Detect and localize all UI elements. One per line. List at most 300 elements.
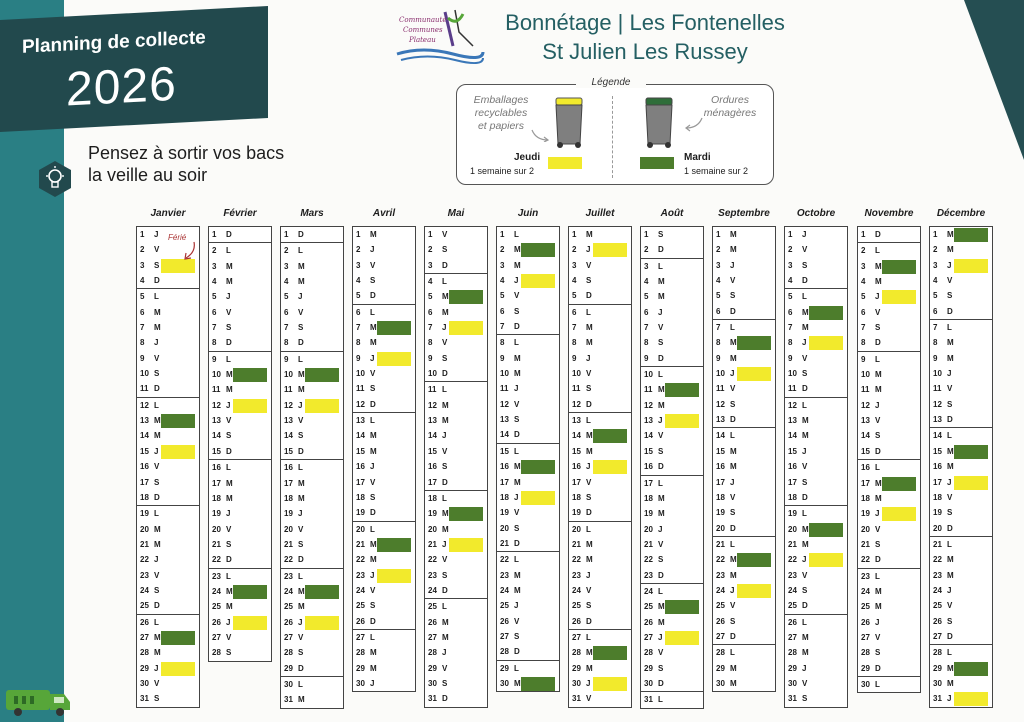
waste-label-line: Ordures — [711, 94, 749, 106]
day-number: 4 — [572, 276, 577, 286]
weekday-letter: L — [226, 463, 231, 473]
day-row — [353, 583, 415, 598]
day-number: 26 — [716, 616, 725, 626]
day-number: 4 — [284, 277, 289, 287]
day-row — [641, 289, 703, 304]
day-number: 28 — [284, 648, 293, 658]
waste-collection-mark — [809, 306, 843, 320]
day-row — [858, 428, 920, 443]
month-name: Septembre — [718, 208, 770, 219]
recycle-collection-mark — [737, 584, 771, 598]
day-row — [785, 506, 847, 521]
day-row — [785, 583, 847, 598]
day-number: 23 — [284, 571, 293, 581]
day-row — [641, 398, 703, 413]
day-number: 21 — [861, 539, 870, 549]
weekday-letter: M — [442, 524, 449, 534]
day-row — [209, 243, 271, 258]
day-number: 14 — [716, 431, 725, 441]
day-number: 27 — [861, 632, 870, 642]
day-row — [713, 335, 775, 350]
day-number: 5 — [284, 292, 289, 302]
day-row — [425, 506, 487, 521]
day-row — [785, 335, 847, 350]
day-row — [353, 444, 415, 459]
week-block — [280, 351, 344, 459]
day-number: 7 — [716, 323, 721, 333]
day-row — [713, 258, 775, 273]
weekday-letter: M — [947, 570, 954, 580]
day-number: 29 — [140, 663, 149, 673]
week-block — [929, 226, 993, 319]
day-number: 20 — [212, 524, 221, 534]
day-number: 1 — [933, 230, 938, 239]
day-row — [930, 351, 992, 366]
day-number: 6 — [140, 307, 145, 317]
day-row — [569, 505, 631, 520]
month-name: Août — [660, 208, 684, 219]
day-number: 8 — [716, 338, 721, 348]
day-number: 6 — [572, 307, 577, 317]
day-row — [281, 476, 343, 491]
day-number: 18 — [356, 492, 365, 502]
day-number: 23 — [716, 570, 725, 580]
weekday-letter: M — [442, 400, 449, 410]
day-row — [353, 459, 415, 474]
day-row — [209, 289, 271, 304]
day-row — [353, 227, 415, 242]
week-block — [712, 644, 776, 692]
day-number: 21 — [716, 539, 725, 549]
day-number: 4 — [428, 277, 433, 287]
weekday-letter: M — [947, 462, 954, 472]
day-number: 19 — [356, 508, 365, 518]
day-row — [281, 537, 343, 552]
day-row — [425, 335, 487, 350]
weekday-letter: M — [298, 277, 305, 287]
day-row — [497, 676, 559, 691]
day-number: 7 — [644, 323, 649, 333]
day-number: 7 — [572, 323, 577, 333]
day-number: 30 — [428, 678, 437, 688]
weekday-letter: L — [370, 307, 375, 317]
weekday-letter: M — [658, 385, 665, 395]
day-row — [713, 459, 775, 474]
day-number: 10 — [212, 370, 221, 380]
day-row — [425, 382, 487, 397]
recycle-collection-mark — [161, 662, 195, 676]
day-row — [281, 522, 343, 537]
day-number: 1 — [644, 230, 649, 239]
weekday-letter: V — [875, 632, 881, 642]
weekday-letter: M — [154, 524, 161, 534]
day-row — [425, 305, 487, 320]
day-number: 24 — [861, 586, 870, 596]
day-row — [641, 444, 703, 459]
weekday-letter: D — [226, 230, 232, 239]
day-row — [785, 490, 847, 505]
week-block — [784, 288, 848, 396]
weekday-letter: M — [947, 678, 954, 688]
weekday-letter: M — [226, 370, 233, 380]
day-row — [785, 289, 847, 304]
day-number: 22 — [861, 555, 870, 565]
day-row — [281, 506, 343, 521]
day-number: 15 — [861, 446, 870, 456]
weekday-letter: L — [802, 400, 807, 410]
day-row — [569, 242, 631, 257]
weekday-letter: V — [298, 416, 304, 426]
day-row — [858, 398, 920, 413]
day-row — [281, 352, 343, 367]
day-row — [281, 491, 343, 506]
day-row — [137, 490, 199, 505]
weekday-letter: M — [514, 353, 521, 363]
day-number: 2 — [572, 245, 577, 255]
day-number: 14 — [933, 431, 942, 441]
week-block — [280, 676, 344, 709]
day-number: 27 — [572, 632, 581, 642]
day-row — [641, 584, 703, 599]
day-number: 5 — [572, 291, 577, 301]
day-number: 13 — [716, 415, 725, 425]
day-row — [930, 629, 992, 644]
weekday-letter: J — [730, 260, 735, 270]
day-row — [858, 243, 920, 258]
day-number: 19 — [933, 508, 942, 518]
day-row — [425, 428, 487, 443]
weekday-letter: M — [154, 648, 161, 658]
month-name: Novembre — [864, 208, 914, 219]
day-row — [353, 522, 415, 537]
day-row — [353, 505, 415, 520]
month-name: Janvier — [150, 208, 186, 219]
weekday-letter: V — [514, 399, 520, 409]
weekday-letter: S — [370, 492, 376, 502]
day-row — [137, 398, 199, 413]
weekday-letter: S — [947, 616, 953, 626]
weekday-letter: S — [875, 431, 881, 441]
week-block — [424, 226, 488, 273]
day-row — [137, 305, 199, 320]
day-number: 7 — [933, 323, 938, 333]
day-row — [713, 397, 775, 412]
week-block — [496, 226, 560, 334]
day-row — [641, 320, 703, 335]
weekday-letter: J — [514, 601, 519, 611]
day-row — [497, 397, 559, 412]
day-row — [785, 366, 847, 381]
weekday-letter: M — [370, 663, 377, 673]
week-block — [784, 505, 848, 613]
day-row — [209, 460, 271, 475]
day-number: 26 — [428, 617, 437, 627]
day-row — [785, 676, 847, 691]
day-row — [713, 304, 775, 319]
weekday-letter: J — [154, 230, 159, 239]
day-row — [930, 428, 992, 443]
day-row — [353, 676, 415, 691]
weekday-letter: V — [442, 446, 448, 456]
weekday-letter: L — [875, 571, 880, 581]
day-number: 21 — [644, 539, 653, 549]
day-number: 16 — [788, 462, 797, 472]
weekday-letter: S — [370, 384, 376, 394]
weekday-letter: M — [442, 509, 449, 519]
day-row — [281, 305, 343, 320]
day-number: 30 — [716, 678, 725, 688]
day-row — [281, 599, 343, 614]
weekday-letter: M — [370, 230, 377, 239]
day-row — [137, 475, 199, 490]
day-number: 28 — [572, 648, 581, 658]
day-number: 12 — [212, 400, 221, 410]
title-banner — [0, 6, 268, 132]
day-number: 13 — [788, 416, 797, 426]
day-row — [930, 598, 992, 613]
weekday-letter: V — [370, 477, 376, 487]
weekday-letter: V — [586, 694, 592, 704]
weekday-letter: V — [514, 291, 520, 301]
day-number: 24 — [716, 585, 725, 595]
weekday-letter: J — [802, 446, 807, 456]
day-row — [569, 351, 631, 366]
day-row — [785, 552, 847, 567]
day-number: 28 — [140, 648, 149, 658]
day-row — [425, 475, 487, 490]
day-row — [858, 460, 920, 475]
week-block — [208, 242, 272, 350]
day-number: 17 — [933, 477, 942, 487]
day-row — [713, 583, 775, 598]
day-row — [569, 428, 631, 443]
day-number: 30 — [284, 679, 293, 689]
weekday-letter: M — [875, 277, 882, 287]
day-number: 9 — [284, 354, 289, 364]
day-row — [425, 645, 487, 660]
day-row — [930, 552, 992, 567]
day-number: 27 — [428, 632, 437, 642]
weekday-letter: S — [298, 539, 304, 549]
day-number: 5 — [788, 292, 793, 302]
weekday-letter: J — [947, 585, 952, 595]
weekday-letter: M — [442, 292, 449, 302]
day-row — [425, 661, 487, 676]
day-number: 18 — [933, 492, 942, 502]
waste-collection-mark — [954, 662, 988, 676]
day-row — [858, 367, 920, 382]
day-number: 29 — [572, 663, 581, 673]
weekday-letter: M — [586, 663, 593, 673]
green-bin-icon — [640, 94, 680, 150]
day-number: 20 — [788, 524, 797, 534]
weekday-letter: M — [947, 245, 954, 255]
day-row — [858, 444, 920, 459]
day-number: 6 — [284, 307, 289, 317]
day-row — [497, 366, 559, 381]
recycle-collection-mark — [593, 243, 627, 257]
day-number: 6 — [933, 306, 938, 316]
day-number: 17 — [428, 477, 437, 487]
day-number: 12 — [140, 400, 149, 410]
weekday-letter: L — [658, 478, 663, 488]
weekday-letter: M — [730, 462, 737, 472]
weekday-letter: L — [442, 493, 447, 503]
day-number: 21 — [212, 539, 221, 549]
day-number: 18 — [572, 492, 581, 502]
weekday-letter: J — [947, 477, 952, 487]
weekday-letter: S — [154, 477, 160, 487]
weekday-letter: M — [154, 632, 161, 642]
waste-collection-mark — [593, 646, 627, 660]
day-row — [425, 599, 487, 614]
day-row — [641, 351, 703, 366]
day-number: 8 — [861, 338, 866, 348]
day-number: 18 — [500, 492, 509, 502]
holiday-note: Férié — [168, 233, 187, 242]
day-number: 9 — [212, 354, 217, 364]
day-number: 17 — [788, 477, 797, 487]
day-number: 22 — [572, 555, 581, 565]
weekday-letter: M — [802, 524, 809, 534]
day-number: 20 — [500, 523, 509, 533]
weekday-letter: S — [370, 601, 376, 611]
recycle-collection-mark — [521, 491, 555, 505]
day-number: 10 — [284, 370, 293, 380]
day-row — [785, 475, 847, 490]
weekday-letter: L — [730, 323, 735, 333]
weekday-letter: V — [586, 585, 592, 595]
weekday-letter: V — [154, 245, 160, 255]
month-column — [712, 206, 776, 692]
day-number: 23 — [933, 570, 942, 580]
day-row — [137, 381, 199, 396]
weekday-letter: M — [370, 323, 377, 333]
weekday-letter: S — [442, 678, 448, 688]
weekday-letter: L — [658, 695, 663, 705]
day-number: 15 — [140, 446, 149, 456]
weekday-letter: V — [875, 524, 881, 534]
day-row — [930, 335, 992, 350]
day-number: 28 — [716, 648, 725, 658]
weekday-letter: L — [947, 323, 952, 333]
day-row — [785, 258, 847, 273]
weekday-letter: D — [802, 384, 808, 394]
day-row — [641, 599, 703, 614]
week-block — [208, 459, 272, 567]
day-row — [930, 227, 992, 242]
week-block — [136, 614, 200, 708]
weekday-letter: D — [875, 230, 881, 239]
week-block — [857, 351, 921, 459]
day-number: 2 — [500, 245, 505, 255]
day-row — [569, 475, 631, 490]
day-number: 25 — [212, 602, 221, 612]
day-number: 15 — [428, 446, 437, 456]
weekday-letter: V — [730, 276, 736, 286]
day-number: 6 — [428, 307, 433, 317]
day-row — [353, 366, 415, 381]
day-row — [930, 366, 992, 381]
day-number: 25 — [788, 601, 797, 611]
weekday-letter: D — [658, 245, 664, 255]
day-row — [425, 258, 487, 273]
day-row — [353, 305, 415, 320]
day-row — [785, 428, 847, 443]
day-row — [425, 568, 487, 583]
day-number: 19 — [284, 509, 293, 519]
day-number: 7 — [140, 323, 145, 333]
day-number: 17 — [500, 477, 509, 487]
day-number: 27 — [212, 632, 221, 642]
week-block — [857, 242, 921, 350]
recycle-collection-mark — [161, 445, 195, 459]
weekday-letter: L — [226, 246, 231, 256]
day-number: 9 — [140, 353, 145, 363]
day-number: 24 — [140, 585, 149, 595]
weekday-letter: L — [514, 555, 519, 565]
day-row — [569, 630, 631, 645]
weekday-letter: M — [875, 586, 882, 596]
week-block — [496, 334, 560, 442]
day-number: 4 — [140, 276, 145, 286]
week-block — [857, 568, 921, 676]
day-number: 8 — [356, 338, 361, 348]
weekday-letter: M — [947, 230, 954, 239]
day-row — [281, 615, 343, 630]
weekday-letter: M — [875, 493, 882, 503]
weekday-letter: L — [658, 586, 663, 596]
weekday-letter: J — [298, 400, 303, 410]
day-number: 7 — [356, 323, 361, 333]
day-row — [569, 459, 631, 474]
weekday-letter: M — [586, 446, 593, 456]
weekday-letter: L — [514, 230, 519, 239]
weekday-letter: V — [226, 416, 232, 426]
weekday-letter: J — [586, 462, 591, 472]
day-number: 4 — [644, 277, 649, 287]
day-row — [930, 568, 992, 583]
day-row — [353, 242, 415, 257]
day-row — [425, 444, 487, 459]
day-row — [353, 288, 415, 303]
weekday-letter: J — [875, 292, 880, 302]
day-number: 3 — [284, 261, 289, 271]
day-number: 11 — [861, 385, 870, 395]
day-row — [137, 428, 199, 443]
day-number: 16 — [500, 462, 509, 472]
waste-collection-mark — [377, 538, 411, 552]
day-number: 19 — [572, 508, 581, 518]
day-number: 17 — [356, 477, 365, 487]
lightbulb-icon — [36, 160, 74, 198]
day-row — [930, 490, 992, 505]
weekday-letter: S — [154, 260, 160, 270]
day-number: 16 — [356, 462, 365, 472]
day-number: 21 — [572, 539, 581, 549]
recycle-collection-mark — [954, 692, 988, 706]
day-number: 13 — [644, 416, 653, 426]
day-number: 14 — [644, 431, 653, 441]
weekday-letter: D — [298, 663, 304, 673]
waste-collection-mark — [737, 336, 771, 350]
weekday-letter: D — [298, 446, 304, 456]
day-number: 21 — [284, 539, 293, 549]
day-number: 27 — [716, 631, 725, 641]
weekday-letter: L — [875, 679, 880, 689]
day-number: 28 — [212, 648, 221, 658]
weekday-letter: J — [154, 338, 159, 348]
